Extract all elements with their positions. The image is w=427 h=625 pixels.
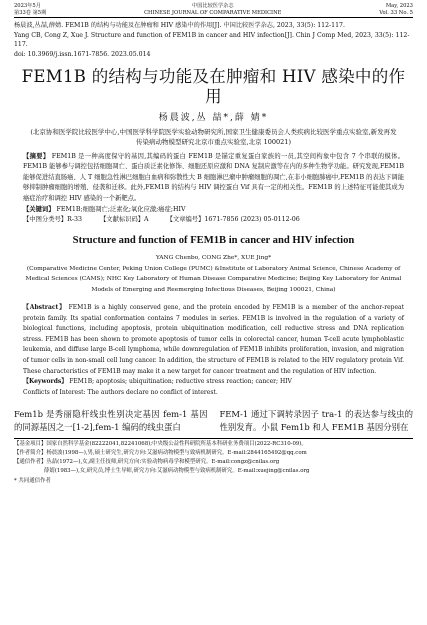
header-journal-en: CHINESE JOURNAL OF COMPARATIVE MEDICINE xyxy=(144,9,282,16)
footnote-author-bio: 【作者简介】杨晨波(1998—),男,硕士研究生,研究方向:艾滋病动物模型与致病机制研究。E-mail:2844165492@qq.com xyxy=(14,449,307,456)
article-title-en: Structure and function of FEM1B in cancer and HIV infection xyxy=(72,235,355,247)
body-text xyxy=(14,408,413,433)
classification-row xyxy=(14,215,413,225)
footnote-co-corresponding: * 共同通信作者 xyxy=(14,477,51,484)
footnotes xyxy=(14,440,413,486)
body-column-left: Fem1b 是秀丽隐杆线虫性别决定基因 fem-1 基因的同源基因之一[1-2],fem-1 编码的线虫蛋白 xyxy=(14,409,208,432)
keywords-en-label: 【Keywords】 xyxy=(23,378,68,386)
abstract-zh xyxy=(14,152,413,205)
header-divider xyxy=(14,17,413,18)
keywords-en-text: FEM1B; apoptosis; ubiquitination; reductive stress reaction; cancer; HIV xyxy=(69,378,292,386)
abstract-zh-label: 【摘要】 xyxy=(23,152,50,160)
abstract-en-label: 【Abstract】 xyxy=(23,304,66,312)
keywords-zh-label: 【关键词】 xyxy=(23,205,55,213)
citation-zh: 杨晨波,丛喆,薛婧. FEM1B 的结构与功能及在肿瘤和 HIV 感染中的作用[J]. 中国比较医学杂志, 2023, 33(5): 112-117. xyxy=(14,22,345,30)
header-volume-en: Vol. 33 No. 5 xyxy=(379,9,413,16)
abstract-zh-text: FEM1B 是一种高度保守的基因,其编码的蛋白 FEM1B 是锚定重复蛋白家族的一员,其空间构象中包含 7 个串联的模体。FEM1B 能够参与调控包括细胞凋亡、蛋白质泛素化修饰、细胞还原应激和 DNA 复制应激等在内的多种生物学功能。研究发现,FEM1B 能够促进结直肠癌、人 T 细胞急性淋巴细胞白血病和弥散性大 B 细胞淋巴瘤中肿瘤细胞的凋亡,在非小细胞肺癌中,FEM1B 的表达下调能够抑制肿瘤细胞的增殖、侵袭和迁移。此外,FEM1B 的结构与 HIV 调控蛋白 Vif 具有一定的相关性。FEM1B 的上述特征可能使其成为癌症治疗和调控 HIV 感染的一个新靶点。 xyxy=(23,152,404,202)
header-date-en: May, 2023 xyxy=(385,3,413,9)
abstract-en xyxy=(14,303,413,377)
footnote-corresponding-2: 薛婧(1983—),女,研究员,博士生导师,研究方向:艾滋病动物模型与致病机制研究。E-mail:xuejing@cnilas.org xyxy=(44,468,310,475)
running-header xyxy=(14,0,413,16)
abstract-en-text: FEM1B is a highly conserved gene, and the protein encoded by FEM1B is a member of the anchor-repeat protein family. Its spatial conformation contains 7 modules in series. FEM1B is involved in the regulation of a variety of biological functions, including apoptosis, protein ubiquitination modification, cell reductive stress and DNA replication stress. FEM1B has been shown to promote apoptosis of tumor cells in colorectal cancer, human T-cell acute lymphoblastic leukemia, and diffuse large B-cell lymphoma, while downregulation of FEM1B inhibits proliferation, invasion, and migration of tumor cells in non-small cell lung cancer. In addition, the structure of FEM1B is related to the HIV regulatory protein Vif. These characteristics of FEM1B may make it a new target for cancer treatment and the regulation of HIV infection. xyxy=(23,304,405,375)
footnote-funding: 【基金项目】国家自然科学基金(82222041,82241068);中央级公益性科研院所基本科研业务费项目(2022-RC310-09)。 xyxy=(14,440,307,447)
citation-en: Yang CB, Cong Z, Xue J. Structure and function of FEM1B in cancer and HIV infection[J]. Chin J Comp Med, 2023, 33(5): 112-117. xyxy=(14,31,410,49)
header-journal-zh: 中国比较医学杂志 xyxy=(192,3,234,9)
keywords-en xyxy=(14,377,413,388)
header-volume: 第33卷 第5期 xyxy=(14,9,47,16)
authors-zh: 杨晨波,丛 喆*,薛 婧* xyxy=(158,112,269,123)
citation-block xyxy=(14,21,413,59)
body-column-right: FEM-1 通过下调转录因子 tra-1 的表达参与线虫的性别发育。小鼠 Fem1b 和人 FEM1B 基因分别在 xyxy=(219,409,413,432)
affiliation-zh: (北京协和医学院比较医学中心,中国医学科学院医学实验动物研究所,国家卫生健康委员会人类疾病比较医学重点实验室,新发再发传染病动物模型研究北京市重点实验室,北京 100021) xyxy=(30,127,397,146)
doi[interactable]: doi: 10.3969/j.issn.1671-7856. 2023.05.014 xyxy=(14,50,151,58)
keywords-zh xyxy=(14,205,413,216)
keywords-zh-text: FEM1B;细胞凋亡;泛素化;氧化应激;癌症;HIV xyxy=(56,205,186,213)
article-number: 【文章编号】1671-7856 (2023) 05-0112-06 xyxy=(166,216,300,224)
authors-en: YANG Chenbo, CONG Zhe*, XUE Jing* xyxy=(155,255,272,262)
article-title-zh: FEM1B 的结构与功能及在肿瘤和 HIV 感染中的作用 xyxy=(21,66,406,106)
header-date: 2023年5月 xyxy=(14,3,41,9)
document-code: 【文献标识码】A xyxy=(99,216,149,224)
conflicts-statement: Conflicts of Interest: The authors declare no conflict of interest. xyxy=(23,388,218,396)
footnote-divider xyxy=(14,438,413,439)
footnote-corresponding-1: 【通信作者】丛喆(1972—),女,副主任技师,研究方向:实验动物病毒学和模型研究。E-mail:congz@cnilas.org xyxy=(14,459,280,466)
clc-number: 【中图分类号】R-33 xyxy=(23,216,82,224)
affiliation-en: (Comparative Medicine Center, Peking Union College (PUMC) &Institute of Laboratory Animal Science, Chinese Academy of Medical Sciences (CAMS); NHC Key Laboratory of Human Disease Comparative Medicine; Beijing Key Laboratory for Animal Models of Emerging and Reemerging Infectious Diseases, Beijing 100021, China) xyxy=(25,266,402,293)
